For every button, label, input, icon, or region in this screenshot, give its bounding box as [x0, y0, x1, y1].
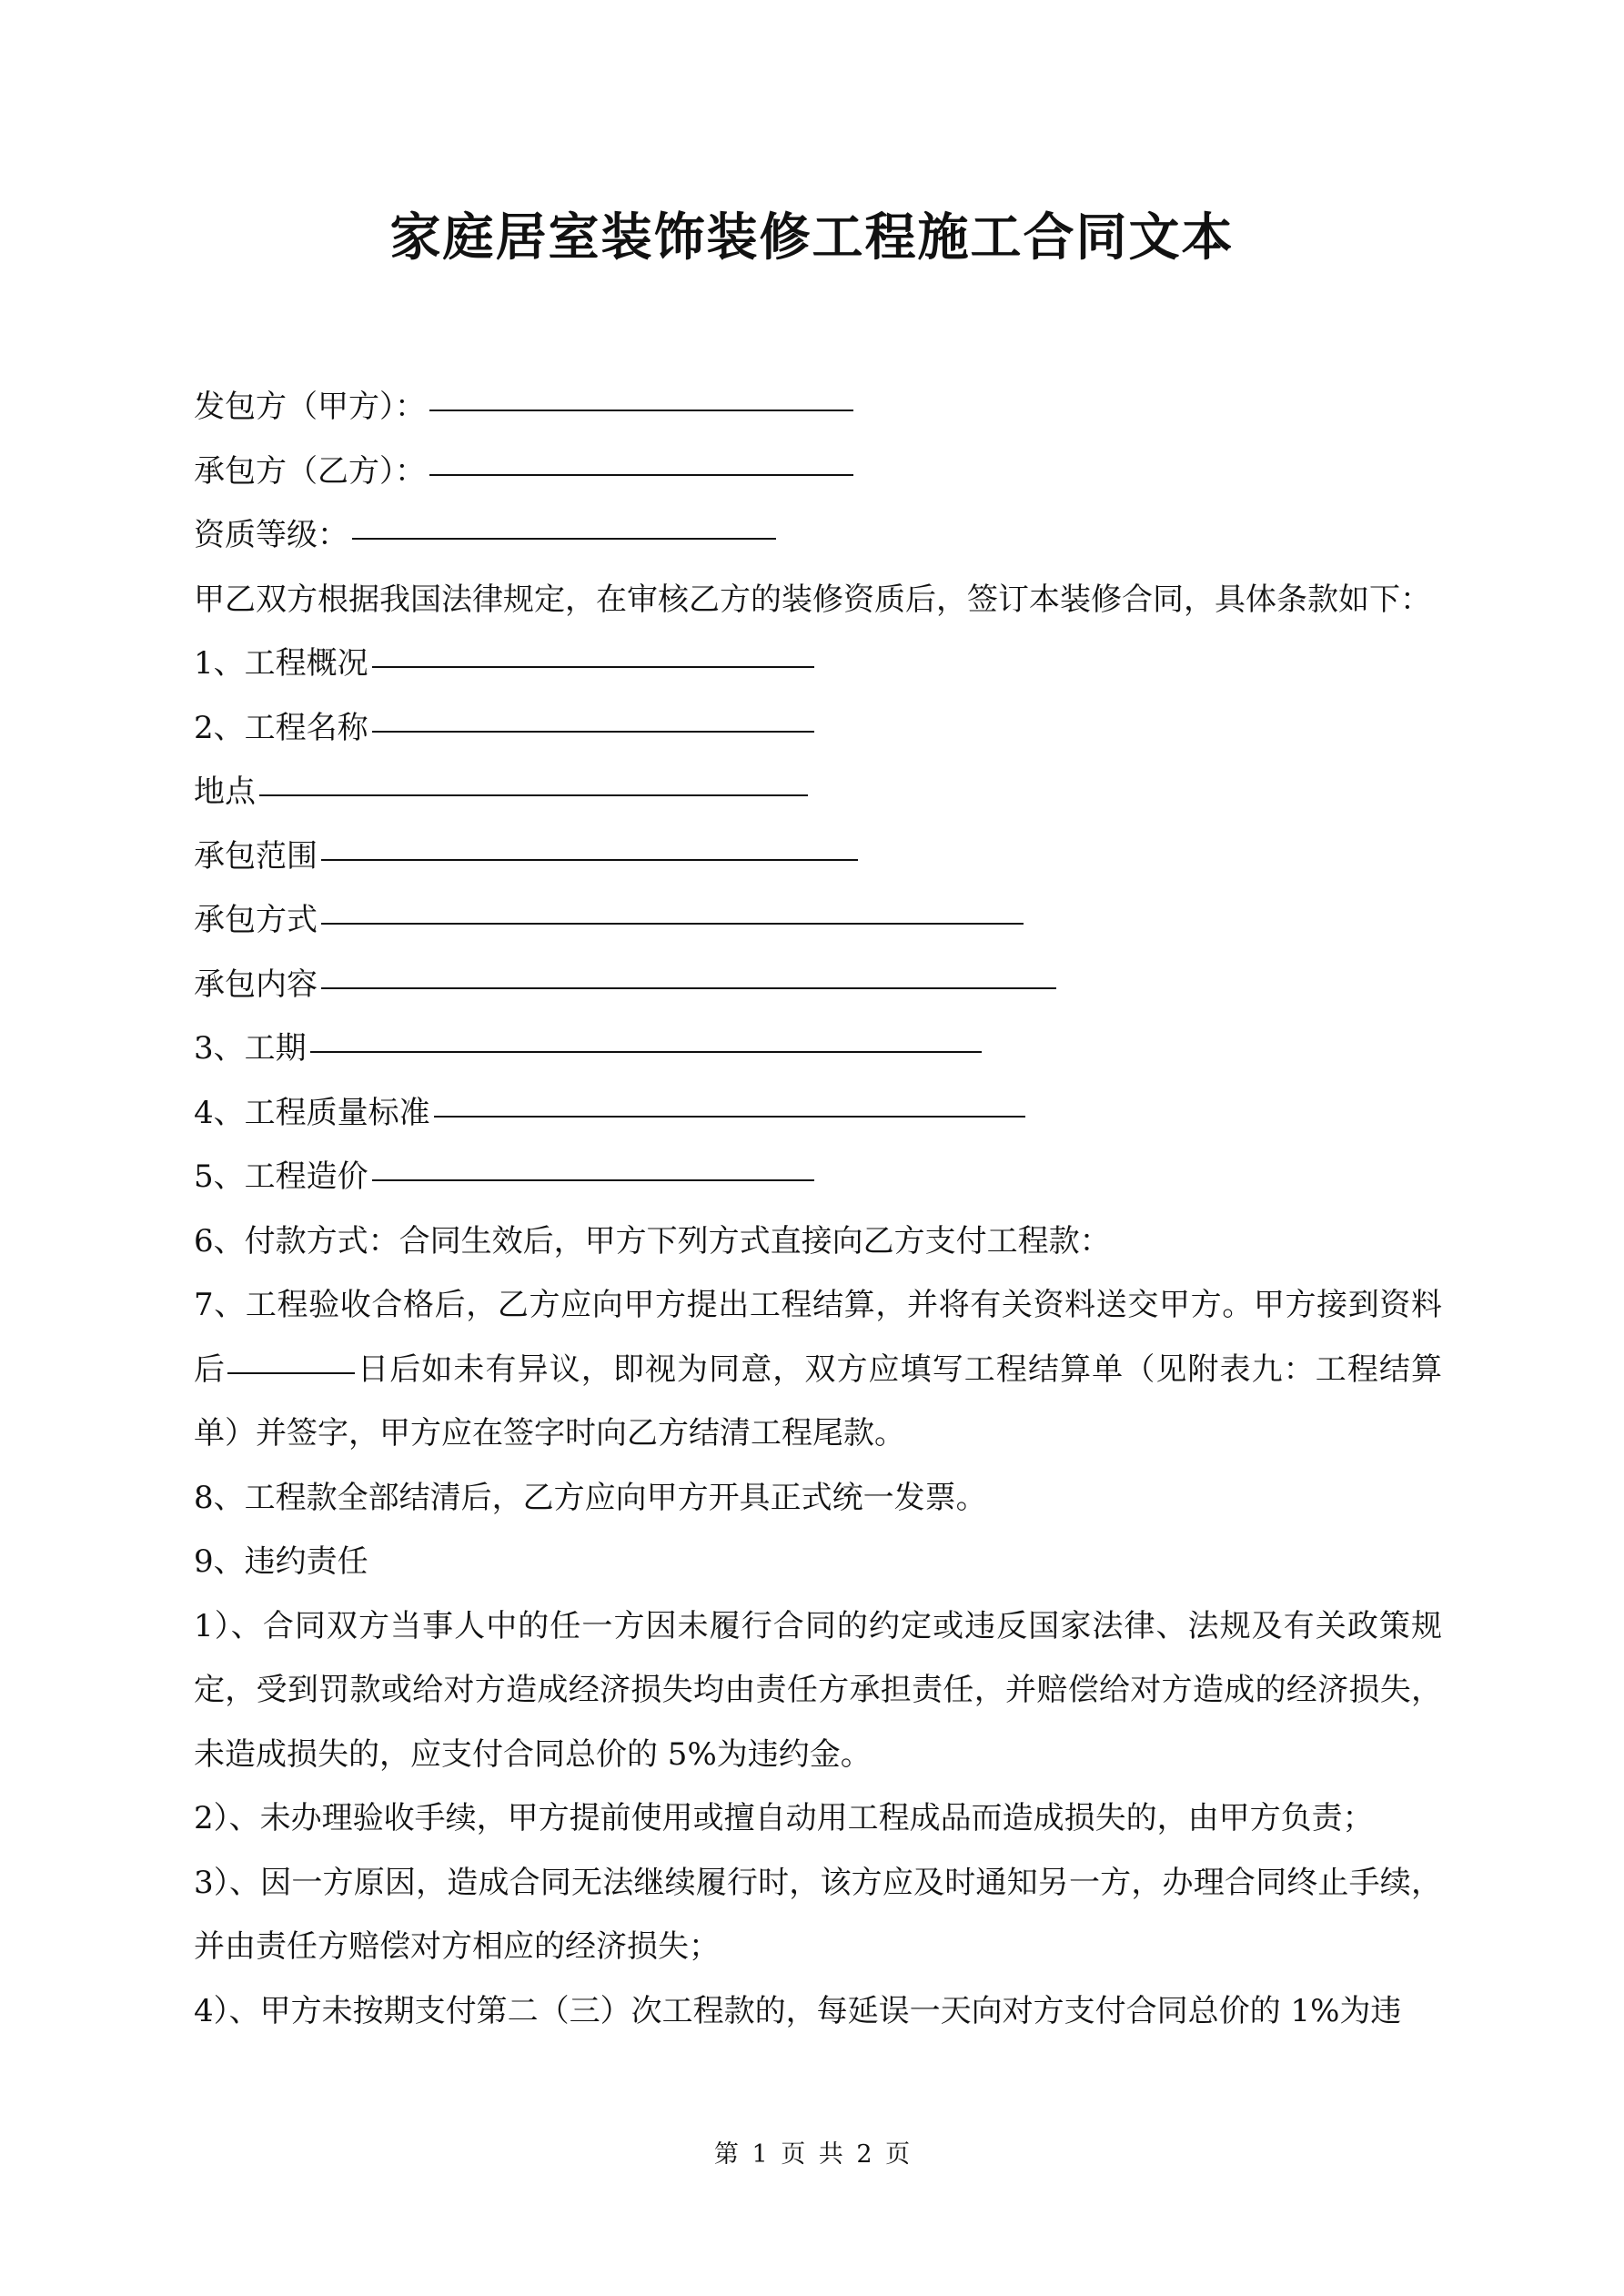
method-blank[interactable] [321, 883, 1024, 925]
item4-blank[interactable] [434, 1076, 1025, 1118]
item2-label: 2、工程名称 [194, 709, 368, 746]
contract-body [194, 375, 1442, 2043]
content-blank[interactable] [321, 947, 1056, 989]
item7-text-end: 日后如未有异议，即视为同意，双方应填写工程结算单（见附表九：工程结算单）并签字，甲方应在签字时向乙方结清工程尾款。 [194, 1350, 1443, 1451]
qualification-blank[interactable] [352, 498, 776, 540]
location-blank[interactable] [259, 754, 808, 796]
item5-line [194, 1145, 1442, 1209]
location-label: 地点 [194, 774, 256, 810]
item7-text-start: 7、工程验收合格后，乙方应向甲方提出工程结算，并将有关资料送交甲方。甲方接到资料后 [194, 1287, 1442, 1388]
clause1-paragraph: 1）、合同双方当事人中的任一方因未履行合同的约定或违反国家法律、法规及有关政策规定，受到罚款或给对方造成经济损失均由责任方承担责任，并赔偿给对方造成的经济损失，未造成损失的，应支付合同总价的 5%为违约金。 [194, 1607, 1442, 1773]
party-b-label: 承包方（乙方）： [194, 452, 426, 490]
location-line [194, 760, 1442, 824]
item1-blank[interactable] [372, 626, 814, 668]
item3-label: 3、工期 [194, 1030, 307, 1067]
item1-label: 1、工程概况 [194, 645, 368, 682]
item8-paragraph: 8、工程款全部结清后，乙方应向甲方开具正式统一发票。 [194, 1479, 987, 1516]
document-title: 家庭居室装饰装修工程施工合同文本 [389, 207, 1235, 268]
content-label: 承包内容 [194, 966, 318, 1003]
clause3-paragraph: 3）、因一方原因，造成合同无法继续履行时，该方应及时通知另一方，办理合同终止手续，并由责任方赔偿对方相应的经济损失； [194, 1864, 1442, 1965]
party-b-line [194, 440, 1442, 504]
scope-line [194, 824, 1442, 889]
item1-line [194, 632, 1442, 696]
item3-blank[interactable] [310, 1011, 982, 1053]
item5-blank[interactable] [372, 1139, 814, 1181]
scope-label: 承包范围 [194, 837, 318, 875]
party-a-blank[interactable] [429, 369, 853, 411]
item3-line [194, 1017, 1442, 1081]
item5-label: 5、工程造价 [194, 1158, 368, 1195]
item6-paragraph: 6、付款方式：合同生效后，甲方下列方式直接向乙方支付工程款： [194, 1222, 1111, 1259]
method-line [194, 888, 1442, 953]
party-a-label: 发包方（甲方）： [194, 389, 426, 425]
page-footer: 第 1 页 共 2 页 [713, 2140, 911, 2169]
qualification-label: 资质等级： [194, 517, 348, 553]
content-line [194, 953, 1442, 1017]
party-a-line [194, 375, 1442, 440]
method-label: 承包方式 [194, 902, 318, 938]
item9-heading: 9、违约责任 [194, 1543, 368, 1580]
intro-paragraph: 甲乙双方根据我国法律规定，在审核乙方的装修资质后，签订本装修合同，具体条款如下： [194, 581, 1431, 618]
item7-paragraph [194, 1273, 1442, 1466]
item2-line [194, 696, 1442, 761]
party-b-blank[interactable] [429, 434, 853, 476]
item4-line [194, 1081, 1442, 1146]
item4-label: 4、工程质量标准 [194, 1094, 430, 1131]
scope-blank[interactable] [321, 819, 858, 861]
item2-blank[interactable] [372, 691, 814, 733]
clause2-paragraph: 2）、未办理验收手续，甲方提前使用或擅自动用工程成品而造成损失的，由甲方负责； [194, 1800, 1374, 1836]
qualification-line [194, 503, 1442, 568]
clause4-paragraph: 4）、甲方未按期支付第二（三）次工程款的，每延误一天向对方支付合同总价的 1%为违 [194, 1992, 1402, 2029]
item7-days-blank[interactable] [227, 1332, 355, 1374]
